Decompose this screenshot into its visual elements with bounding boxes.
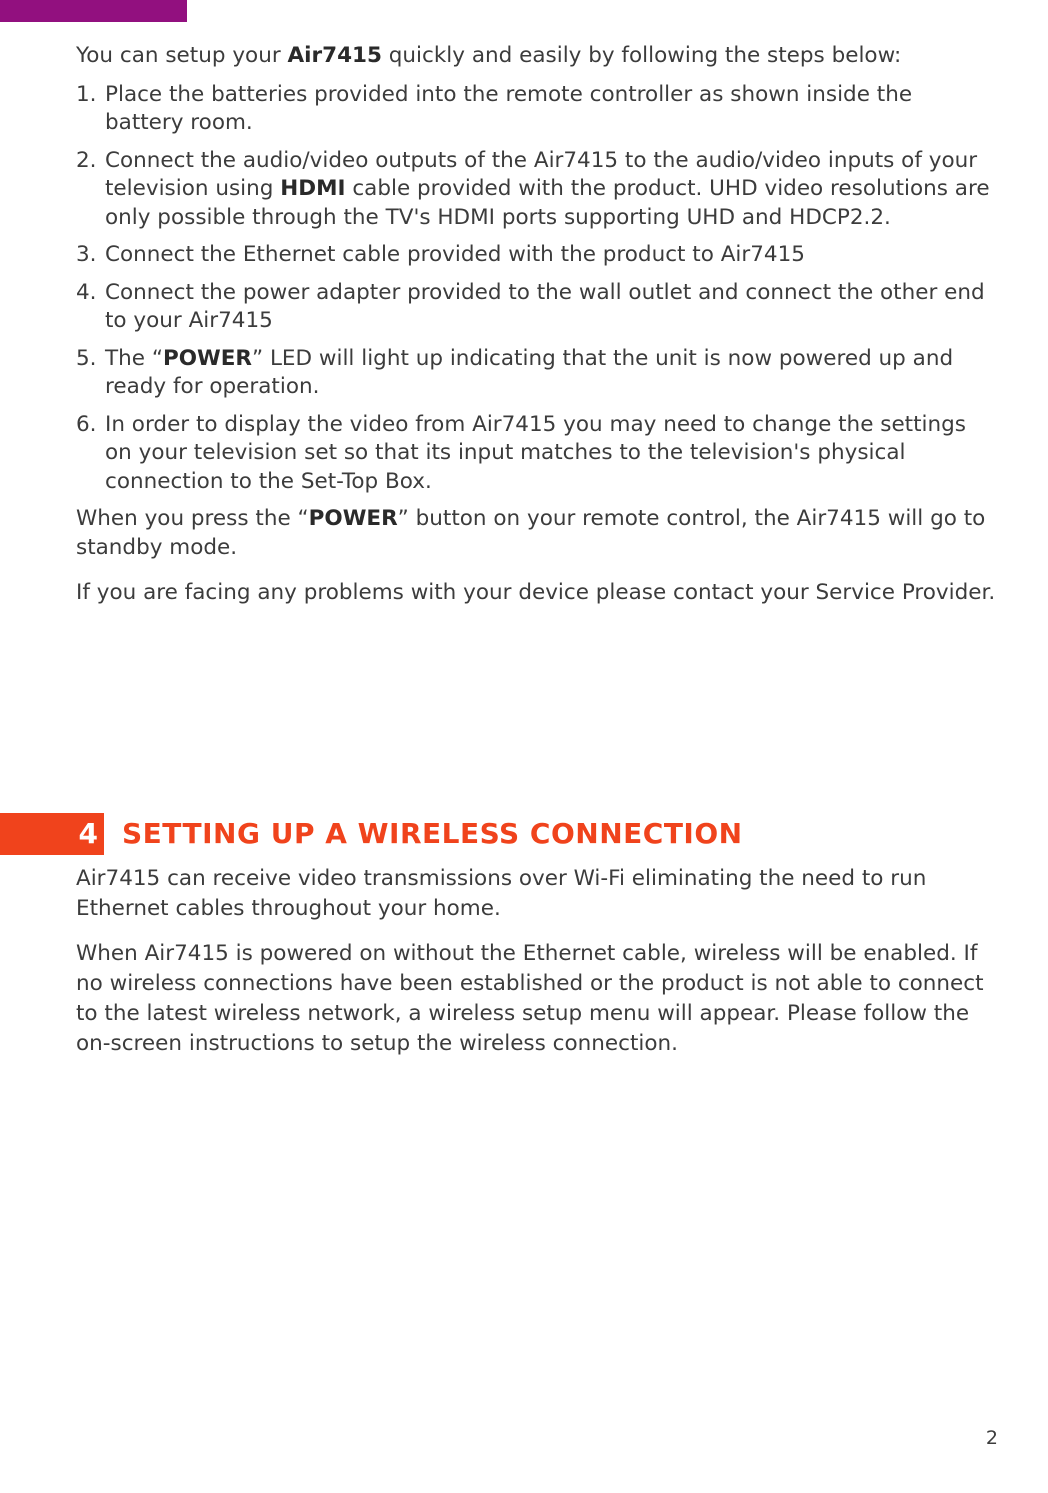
step-item	[76, 241, 996, 270]
step-text-after: ” LED will light up indicating that the unit is now powered up and ready for operation.	[105, 345, 954, 399]
section-number-box	[0, 813, 104, 855]
step-number: 3.	[76, 242, 97, 267]
intro-text-before: You can setup your	[76, 43, 288, 68]
setup-steps-list	[76, 81, 996, 497]
step-text: Connect the Ethernet cable provided with the product to Air7415	[105, 242, 805, 267]
section-title: SETTING UP A WIRELESS CONNECTION	[122, 817, 743, 850]
step-text-before: The “	[105, 345, 163, 371]
standby-text-after: ” button on your remote control, the Air7415 will go to standby mode.	[76, 506, 986, 560]
hdmi-bold-term: HDMI	[280, 176, 346, 201]
step-item	[76, 147, 996, 233]
step-text: Place the batteries provided into the remote controller as shown inside the battery room.	[105, 81, 913, 135]
section-header	[0, 813, 900, 855]
intro-product-name: Air7415	[287, 43, 382, 68]
standby-paragraph	[76, 505, 996, 562]
step-text	[105, 147, 996, 233]
top-color-bar	[0, 0, 187, 22]
step-item	[76, 345, 996, 402]
step-item	[76, 411, 996, 497]
wireless-section-body	[76, 864, 996, 1059]
intro-paragraph	[76, 42, 996, 71]
setup-instructions	[76, 42, 996, 608]
power-bold-term: POWER	[162, 345, 252, 371]
step-item	[76, 81, 996, 138]
step-number: 1.	[76, 81, 97, 107]
step-text: In order to display the video from Air7415 you may need to change the settings on your television set so that its input matches to the television's physical connection to the Set-Top Box.	[105, 411, 966, 494]
step-text-after: cable provided with the product. UHD video resolutions are only possible through the TV's HDMI ports supporting UHD and HDCP2.2.	[105, 176, 990, 230]
intro-text-after: quickly and easily by following the steps below:	[381, 43, 902, 68]
step-text-before: Connect the audio/video outputs of the Air7415 to the audio/video inputs of your television using	[105, 147, 978, 201]
section-number: 4	[78, 817, 98, 850]
wireless-paragraph-1: Air7415 can receive video transmissions over Wi-Fi eliminating the need to run Ethernet cables throughout your home.	[76, 866, 927, 921]
standby-text-before: When you press the “	[76, 506, 309, 531]
step-number: 2.	[76, 147, 97, 173]
step-number: 4.	[76, 279, 97, 305]
wireless-paragraph-2: When Air7415 is powered on without the Ethernet cable, wireless will be enabled. If no wireless connections have been established or the product is not able to connect to the latest wireless network, a wireless setup menu will appear. Please follow the on-screen instructions to setup the wireless connection.	[76, 941, 984, 1056]
step-text	[105, 345, 996, 402]
step-number: 6.	[76, 411, 97, 437]
page-number: 2	[985, 1427, 998, 1449]
step-number: 5.	[76, 345, 97, 371]
step-text: Connect the power adapter provided to the wall outlet and connect the other end to your Air7415	[105, 279, 985, 333]
problems-paragraph: If you are facing any problems with your device please contact your Service Provider.	[76, 580, 996, 605]
power-bold-term: POWER	[308, 506, 398, 531]
step-item	[76, 279, 996, 336]
